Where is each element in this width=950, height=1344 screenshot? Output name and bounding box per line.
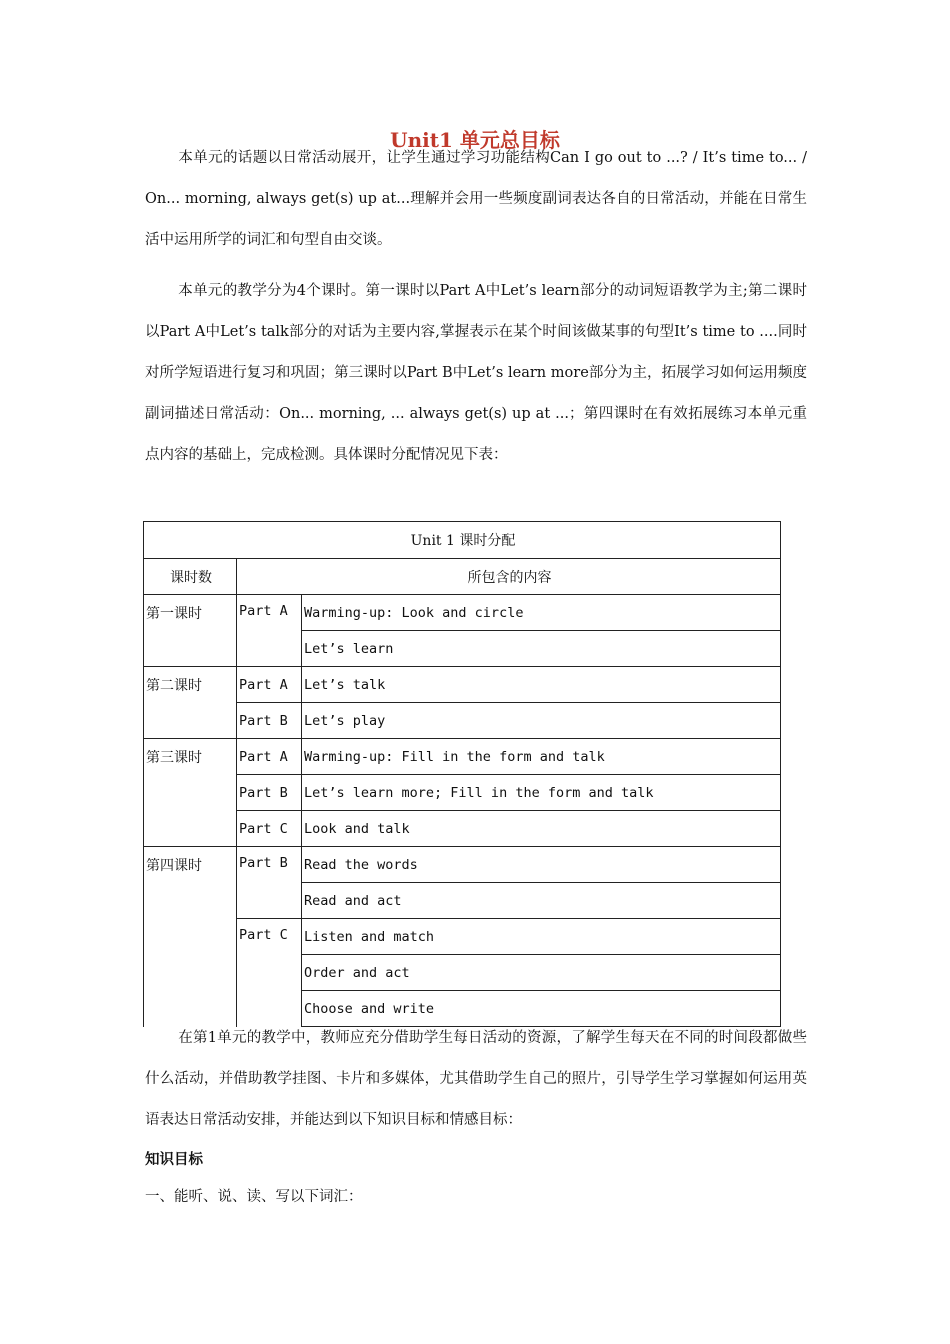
vocab-line: 一、能听、说、读、写以下词汇： bbox=[145, 1189, 363, 1205]
lesson-name: 第一课时 bbox=[144, 595, 237, 667]
intro-text: 本单元的话题以日常活动展开，让学生通过学习功能结构Can I go out to ...? / It’s time to... / On... morning, always get(s) up at...理解并会用一些频度副词表达各自的日常活动，并能在日常生活中运用所学的词汇和句型自由交谈。 bbox=[145, 150, 807, 248]
knowledge-heading: 知识目标 bbox=[145, 1151, 203, 1168]
lesson-name: 第四课时 bbox=[144, 847, 237, 1027]
teaching-text: 在第1单元的教学中，教师应充分借助学生每日活动的资源，了解学生每天在不同的时间段都做些什么活动，并借助教学挂图、卡片和多媒体，尤其借助学生自己的照片，引导学生学习掌握如何运用英语表达日常活动安排，并能达到以下知识目标和情感目标： bbox=[145, 1030, 807, 1128]
lesson-plan-text: 本单元的教学分为4个课时。第一课时以Part A中Let’s learn部分的动词短语教学为主;第二课时以Part A中Let’s talk部分的对话为主要内容,掌握表示在某个时间该做某事的句型It’s time to ....同时对所学短语进行复习和巩固；第三课时以Part B中Let’s learn more部分为主，拓展学习如何运用频度副词描述日常活动：On... morning, ... always get(s) up at ...；第四课时在有效拓展练习本单元重点内容的基础上，完成检测。具体课时分配情况见下表： bbox=[145, 283, 807, 463]
content-item: Warming-up: Fill in the form and talk bbox=[302, 739, 781, 775]
part-label: Part B bbox=[237, 703, 302, 739]
content-item: Warming-up: Look and circle bbox=[302, 595, 781, 631]
part-label: Part A bbox=[237, 667, 302, 703]
header-content: 所包含的内容 bbox=[237, 559, 781, 595]
part-label: Part A bbox=[237, 739, 302, 775]
part-label: Part B bbox=[237, 775, 302, 811]
content-item: Order and act bbox=[302, 955, 781, 991]
table-caption: Unit 1 课时分配 bbox=[144, 522, 781, 559]
lesson-name: 第三课时 bbox=[144, 739, 237, 847]
content-item: Let’s play bbox=[302, 703, 781, 739]
part-label: Part C bbox=[237, 811, 302, 847]
content-item: Look and talk bbox=[302, 811, 781, 847]
teaching-paragraph bbox=[145, 1018, 807, 1141]
content-item: Let’s talk bbox=[302, 667, 781, 703]
content-item: Read and act bbox=[302, 883, 781, 919]
content-item: Read the words bbox=[302, 847, 781, 883]
content-item: Let’s learn more; Fill in the form and talk bbox=[302, 775, 781, 811]
intro-paragraph bbox=[145, 138, 807, 261]
content-item: Listen and match bbox=[302, 919, 781, 955]
part-label: Part C bbox=[237, 919, 302, 1027]
header-lesson: 课时数 bbox=[144, 559, 237, 595]
part-label: Part A bbox=[237, 595, 302, 667]
lesson-plan-paragraph bbox=[145, 271, 807, 476]
part-label: Part B bbox=[237, 847, 302, 919]
document-title: Unit1 单元总目标 bbox=[390, 128, 560, 152]
content-item: Let’s learn bbox=[302, 631, 781, 667]
lesson-name: 第二课时 bbox=[144, 667, 237, 739]
lesson-schedule-table bbox=[143, 521, 781, 1027]
content-item: Choose and write bbox=[302, 991, 781, 1027]
